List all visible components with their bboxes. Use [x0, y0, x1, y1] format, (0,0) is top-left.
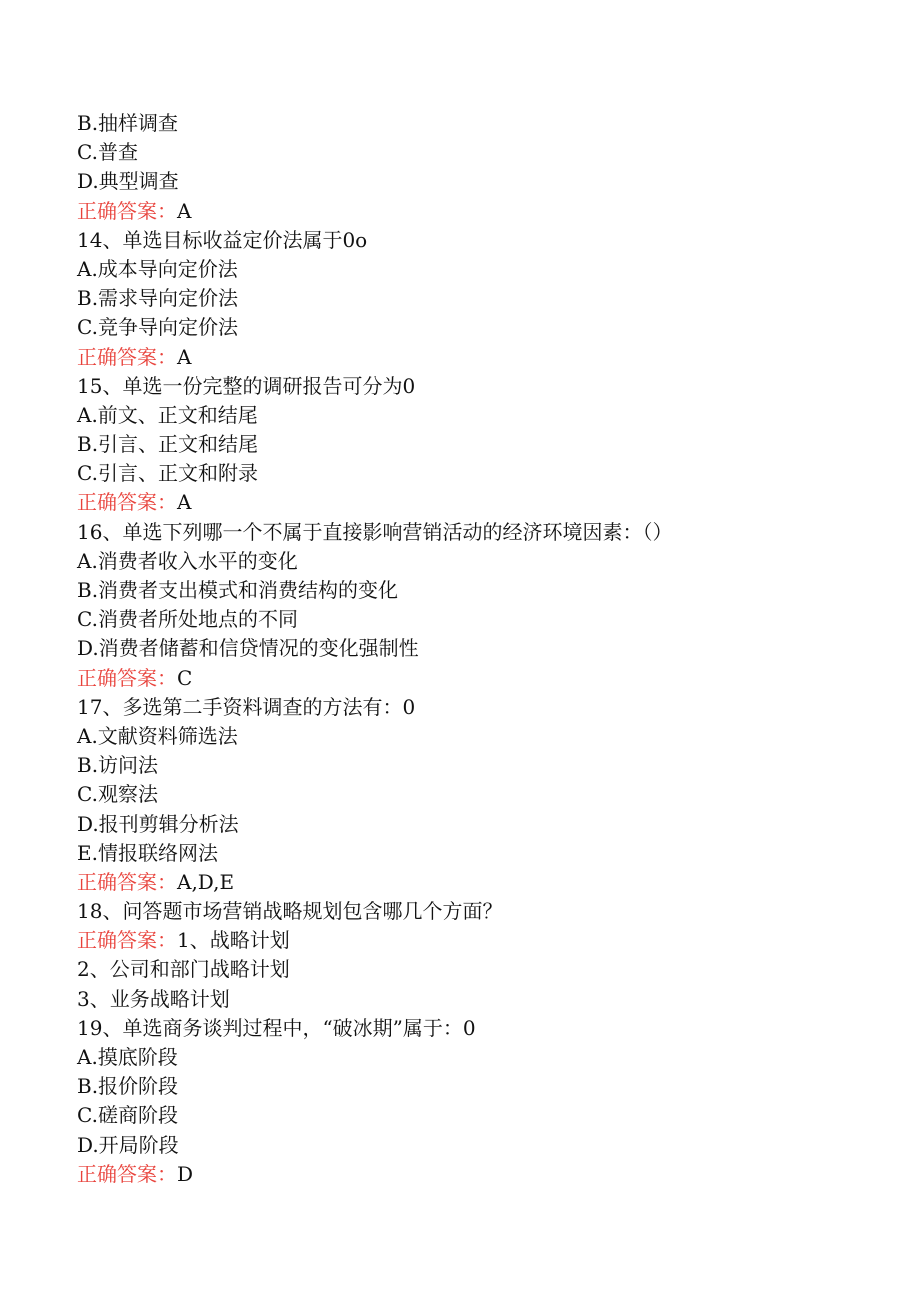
answer-line — [77, 343, 857, 372]
answer-line — [77, 926, 857, 955]
answer-value: C — [177, 665, 193, 690]
answer-value: A — [177, 198, 192, 223]
option-line: E.情报联络网法 — [77, 840, 218, 865]
option-line: C.竞争导向定价法 — [77, 315, 238, 340]
option-line: B.抽样调查 — [77, 111, 179, 135]
question-stem: 15、单选一份完整的调研报告可分为0 — [77, 373, 416, 398]
option-line: D.开局阶段 — [77, 1132, 179, 1157]
option-line: B.需求导向定价法 — [77, 286, 239, 311]
option-line: D.典型调查 — [77, 169, 179, 194]
answer-line — [77, 664, 857, 693]
option-line: 3、业务战略计划 — [77, 986, 230, 1011]
option-line: B.消费者支出模式和消费结构的变化 — [77, 578, 399, 602]
question-stem: 14、单选目标收益定价法属于0o — [77, 227, 368, 252]
question-stem: 17、多选第二手资料调查的方法有：0 — [77, 694, 416, 719]
option-line: C.普查 — [77, 140, 138, 165]
question-list — [77, 109, 857, 1189]
option-line: 2、公司和部门战略计划 — [77, 957, 290, 982]
option-line: A.成本导向定价法 — [77, 256, 238, 281]
option-line: C.磋商阶段 — [77, 1103, 178, 1128]
answer-value: D — [177, 1161, 194, 1186]
answer-value: A — [177, 490, 192, 515]
answer-label: 正确答案： — [77, 490, 177, 515]
answer-line — [77, 1160, 857, 1189]
option-line: A.前文、正文和结尾 — [77, 402, 258, 427]
answer-label: 正确答案： — [77, 198, 177, 223]
answer-value: A,D,E — [177, 869, 235, 894]
answer-label: 正确答案： — [77, 928, 177, 953]
option-line: B.访问法 — [77, 753, 159, 778]
option-line: B.引言、正文和结尾 — [77, 432, 259, 457]
answer-label: 正确答案： — [77, 869, 177, 894]
option-line: C.消费者所处地点的不同 — [77, 607, 298, 632]
answer-line — [77, 488, 857, 517]
question-stem: 16、单选下列哪一个不属于直接影响营销活动的经济环境因素：（） — [77, 519, 673, 544]
answer-line — [77, 197, 857, 226]
option-line: C.观察法 — [77, 782, 158, 807]
answer-value: 1、战略计划 — [177, 928, 290, 953]
option-line: C.引言、正文和附录 — [77, 461, 258, 486]
option-line: B.报价阶段 — [77, 1074, 179, 1099]
question-stem: 18、问答题市场营销战略规划包含哪几个方面？ — [77, 899, 503, 924]
answer-label: 正确答案： — [77, 1161, 177, 1186]
answer-label: 正确答案： — [77, 344, 177, 369]
answer-line — [77, 868, 857, 897]
option-line: D.报刊剪辑分析法 — [77, 811, 239, 836]
option-line: D.消费者储蓄和信贷情况的变化强制性 — [77, 636, 419, 661]
option-line: A.摸底阶段 — [77, 1045, 178, 1069]
option-line: A.消费者收入水平的变化 — [77, 548, 298, 573]
answer-value: A — [177, 344, 192, 369]
question-stem: 19、单选商务谈判过程中，“破冰期”属于：0 — [77, 1015, 476, 1040]
answer-label: 正确答案： — [77, 665, 177, 690]
option-line: A.文献资料筛选法 — [77, 723, 238, 748]
